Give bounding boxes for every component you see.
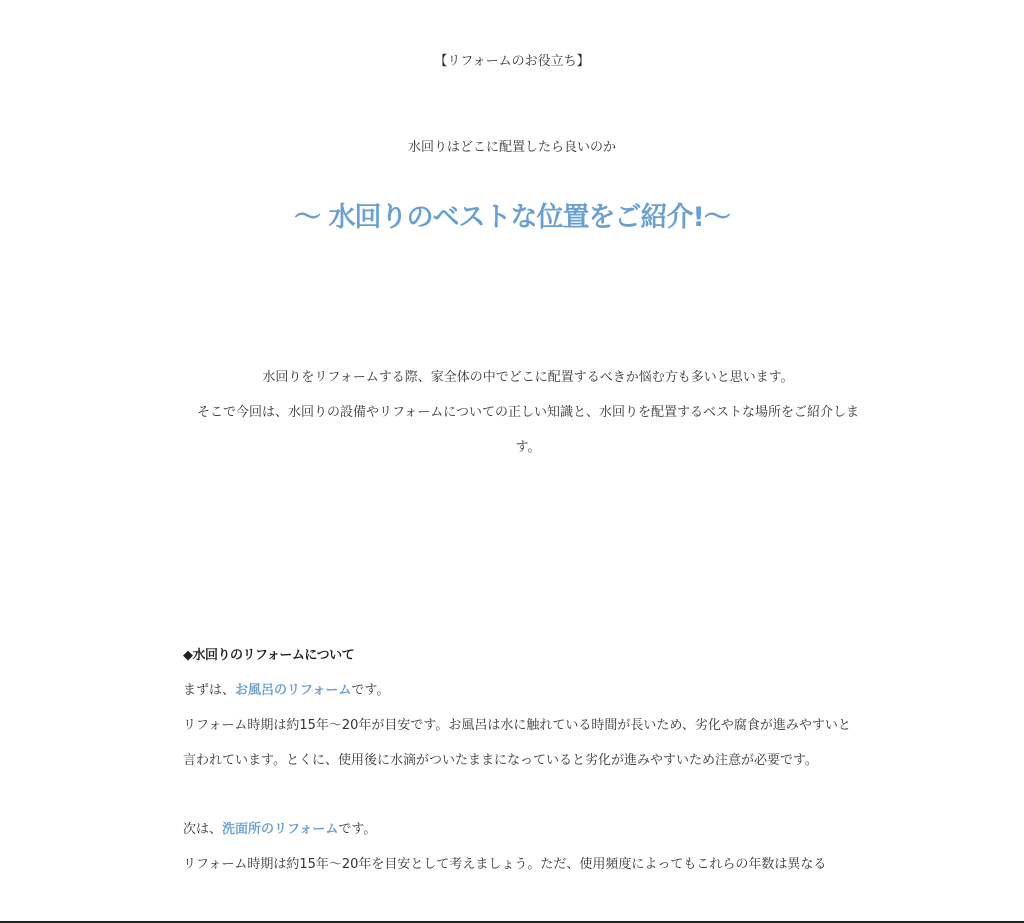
bath-reform-link[interactable]: お風呂のリフォーム xyxy=(235,683,352,698)
category-label: 【リフォームのお役立ち】 xyxy=(434,54,590,69)
washroom-intro-prefix: 次は、 xyxy=(183,822,223,837)
paragraph-gap xyxy=(183,778,863,812)
bath-body: リフォーム時期は約15年〜20年が目安です。お風呂は水に触れている時間が長いため、劣化や腐食が進みやすいと言われています。とくに、使用後に水滴がついたままになっていると劣化が進みやすいため注意が必要です。 xyxy=(183,718,851,768)
article-subtitle: 水回りはどこに配置したら良いのか xyxy=(407,140,616,155)
intro-line-2: そこで今回は、水回りの設備やリフォームについての正しい知識と、水回りを配置するベストな場所をご紹介します。 xyxy=(196,405,860,455)
washroom-intro-suffix: です。 xyxy=(338,822,377,837)
washroom-reform-link[interactable]: 洗面所のリフォーム xyxy=(222,822,339,837)
section-heading: ◆水回りのリフォームについて xyxy=(183,648,355,663)
bath-intro-prefix: まずは、 xyxy=(183,683,236,698)
intro-line-1: 水回りをリフォームする際、家全体の中でどこに配置するべきか悩む方も多いと思います。 xyxy=(262,370,794,385)
washroom-body: リフォーム時期は約15年〜20年を目安として考えましょう。ただ、使用頻度によってもこれらの年数は異なる xyxy=(183,857,827,872)
article-body xyxy=(183,638,863,882)
bath-intro-suffix: です。 xyxy=(351,683,390,698)
bath-intro xyxy=(183,673,863,708)
intro-text xyxy=(194,360,862,465)
washroom-intro xyxy=(183,812,863,847)
article-headline: 〜 水回りのベストな位置をご紹介!〜 xyxy=(294,202,730,233)
